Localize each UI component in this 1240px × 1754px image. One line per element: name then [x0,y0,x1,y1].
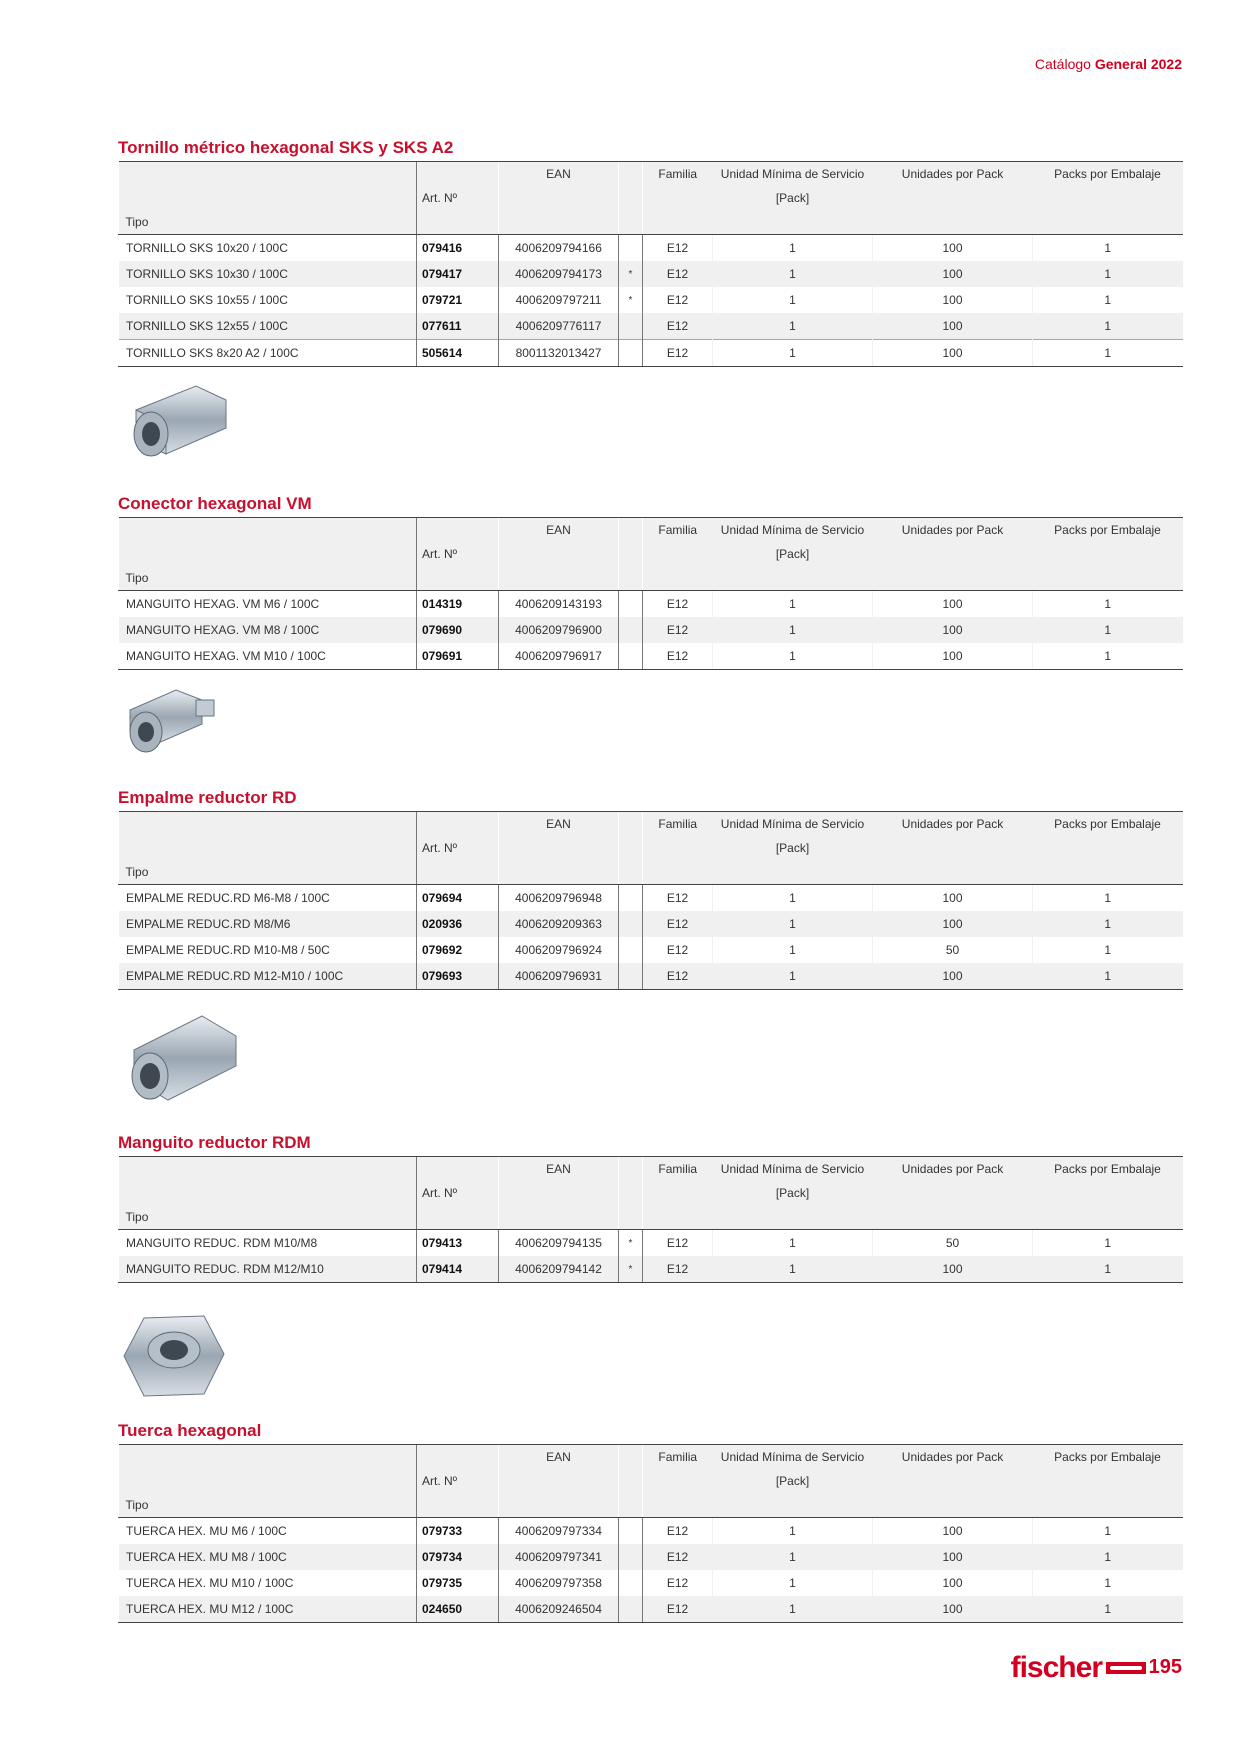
cell-tipo: MANGUITO HEXAG. VM M6 / 100C [119,591,417,618]
cell-quantity: 100 [873,235,1033,262]
cell-ean: 4006209796924 [499,937,619,963]
cell-tipo: EMPALME REDUC.RD M12-M10 / 100C [119,963,417,990]
cell-quantity: 100 [873,287,1033,313]
cell-familia: E12 [643,885,713,912]
product-table [118,517,1183,670]
cell-familia: E12 [643,1544,713,1570]
table-row [119,313,1183,340]
cell-quantity: 1 [713,287,873,313]
cell-tipo: TORNILLO SKS 8x20 A2 / 100C [119,340,417,367]
table-row [119,911,1183,937]
cell-marker: * [619,261,643,287]
cell-art-number: 079721 [417,287,499,313]
cell-marker [619,885,643,912]
cell-quantity: 100 [873,1518,1033,1545]
column-header: Tipo [119,860,417,885]
cell-art-number: 079417 [417,261,499,287]
cell-ean: 4006209209363 [499,911,619,937]
cell-quantity: 1 [713,261,873,287]
cell-art-number: 079416 [417,235,499,262]
cell-quantity: 100 [873,261,1033,287]
cell-art-number: 077611 [417,313,499,340]
column-header: Tipo [119,1205,417,1230]
column-header: EAN [499,1157,619,1182]
reducer-coupling-image [118,684,218,768]
table-row [119,937,1183,963]
column-header: Familia [643,1445,713,1470]
column-header: Tipo [119,1493,417,1518]
cell-marker [619,963,643,990]
cell-familia: E12 [643,313,713,340]
cell-art-number: 079735 [417,1570,499,1596]
cell-tipo: TORNILLO SKS 12x55 / 100C [119,313,417,340]
column-header: Unidad Mínima de Servicio [713,518,873,543]
cell-art-number: 079414 [417,1256,499,1283]
cell-familia: E12 [643,235,713,262]
cell-quantity: 100 [873,313,1033,340]
hex-nut-image [118,1310,230,1404]
cell-familia: E12 [643,1230,713,1257]
cell-quantity: 1 [713,937,873,963]
cell-quantity: 100 [873,885,1033,912]
column-header: Unidad Mínima de Servicio [713,812,873,837]
col-ean: EAN [499,162,619,187]
cell-quantity: 50 [873,937,1033,963]
section-title: Empalme reductor RD [118,788,297,807]
table-row [119,591,1183,618]
cell-art-number: 079693 [417,963,499,990]
cell-ean: 4006209796917 [499,643,619,670]
cell-art-number: 079691 [417,643,499,670]
cell-familia: E12 [643,287,713,313]
cell-tipo: MANGUITO HEXAG. VM M8 / 100C [119,617,417,643]
cell-marker [619,643,643,670]
col-unidad-unit: [Pack] [713,186,873,210]
column-header: Art. Nº [417,542,499,566]
column-header: Art. Nº [417,1181,499,1205]
column-header: Packs por Embalaje [1033,812,1183,837]
cell-quantity: 100 [873,340,1033,367]
section-tuerca-hexagonal [118,1421,1182,1623]
cell-ean: 4006209246504 [499,1596,619,1623]
cell-marker [619,591,643,618]
cell-quantity: 1 [1033,591,1183,618]
section-empalme-rd [118,788,1182,990]
cell-familia: E12 [643,1570,713,1596]
cell-ean: 4006209797334 [499,1518,619,1545]
cell-tipo: TORNILLO SKS 10x55 / 100C [119,287,417,313]
cell-quantity: 1 [1033,617,1183,643]
cell-tipo: MANGUITO REDUC. RDM M12/M10 [119,1256,417,1283]
cell-quantity: 1 [1033,340,1183,367]
cell-quantity: 100 [873,1544,1033,1570]
cell-quantity: 1 [713,1230,873,1257]
cell-quantity: 1 [1033,1544,1183,1570]
cell-familia: E12 [643,591,713,618]
column-header: Tipo [119,566,417,591]
cell-marker [619,1544,643,1570]
fischer-logo: fischer [1010,1651,1102,1684]
column-header: Unidades por Pack [873,518,1033,543]
cell-quantity: 1 [1033,911,1183,937]
col-familia: Familia [643,162,713,187]
cell-tipo: TUERCA HEX. MU M8 / 100C [119,1544,417,1570]
column-header: EAN [499,1445,619,1470]
cell-tipo: TORNILLO SKS 10x30 / 100C [119,261,417,287]
cell-marker [619,235,643,262]
cell-tipo: MANGUITO REDUC. RDM M10/M8 [119,1230,417,1257]
cell-quantity: 1 [1033,963,1183,990]
cell-marker: * [619,287,643,313]
cell-quantity: 1 [713,1518,873,1545]
cell-quantity: 1 [1033,287,1183,313]
cell-quantity: 1 [713,911,873,937]
cell-quantity: 1 [1033,643,1183,670]
cell-tipo: TUERCA HEX. MU M6 / 100C [119,1518,417,1545]
cell-quantity: 100 [873,911,1033,937]
cell-ean: 8001132013427 [499,340,619,367]
cell-ean: 4006209796931 [499,963,619,990]
cell-quantity: 1 [713,885,873,912]
cell-quantity: 1 [1033,261,1183,287]
cell-quantity: 100 [873,1570,1033,1596]
reducer-sleeve-image [118,1008,240,1112]
column-header: Unidad Mínima de Servicio [713,1157,873,1182]
section-title: Tornillo métrico hexagonal SKS y SKS A2 [118,138,454,157]
cell-ean: 4006209796948 [499,885,619,912]
hex-connector-image [118,382,236,478]
cell-art-number: 079734 [417,1544,499,1570]
table-row [119,261,1183,287]
table-row [119,235,1183,262]
cell-quantity: 50 [873,1230,1033,1257]
product-table [118,811,1183,990]
cell-art-number: 020936 [417,911,499,937]
cell-quantity: 1 [1033,937,1183,963]
cell-marker [619,1518,643,1545]
column-header: EAN [499,812,619,837]
cell-marker [619,911,643,937]
cell-quantity: 1 [1033,313,1183,340]
cell-marker: * [619,1230,643,1257]
table-row [119,617,1183,643]
column-header: [Pack] [713,542,873,566]
column-header: Packs por Embalaje [1033,518,1183,543]
product-table [118,1156,1183,1283]
cell-quantity: 1 [713,1256,873,1283]
cell-quantity: 100 [873,591,1033,618]
cell-quantity: 100 [873,1256,1033,1283]
cell-quantity: 100 [873,617,1033,643]
cell-ean: 4006209143193 [499,591,619,618]
table-row [119,963,1183,990]
cell-familia: E12 [643,1256,713,1283]
cell-familia: E12 [643,643,713,670]
cell-art-number: 014319 [417,591,499,618]
cell-tipo: EMPALME REDUC.RD M10-M8 / 50C [119,937,417,963]
col-art: Art. Nº [417,186,499,210]
table-row [119,885,1183,912]
table-row [119,340,1183,367]
page-number: 195 [1148,1656,1182,1678]
cell-ean: 4006209794142 [499,1256,619,1283]
col-packs: Packs por Embalaje [1033,162,1183,187]
column-header: EAN [499,518,619,543]
cell-ean: 4006209794166 [499,235,619,262]
cell-familia: E12 [643,617,713,643]
cell-quantity: 1 [713,963,873,990]
table-row [119,1544,1183,1570]
cell-quantity: 1 [713,1570,873,1596]
section-title: Manguito reductor RDM [118,1133,311,1152]
column-header: [Pack] [713,1469,873,1493]
catalog-header [1035,56,1182,72]
cell-quantity: 1 [1033,1256,1183,1283]
table-row [119,1256,1183,1283]
cell-quantity: 1 [1033,1518,1183,1545]
cell-marker [619,313,643,340]
cell-familia: E12 [643,1518,713,1545]
column-header: Familia [643,518,713,543]
catalog-prefix: Catálogo [1034,56,1091,72]
cell-quantity: 1 [713,1544,873,1570]
cell-quantity: 1 [713,313,873,340]
cell-ean: 4006209776117 [499,313,619,340]
cell-art-number: 079690 [417,617,499,643]
cell-tipo: EMPALME REDUC.RD M6-M8 / 100C [119,885,417,912]
cell-art-number: 024650 [417,1596,499,1623]
table-row [119,1596,1183,1623]
cell-marker [619,340,643,367]
cell-tipo: TORNILLO SKS 10x20 / 100C [119,235,417,262]
column-header: Unidades por Pack [873,812,1033,837]
table-row [119,287,1183,313]
cell-ean: 4006209796900 [499,617,619,643]
cell-quantity: 100 [873,963,1033,990]
cell-quantity: 1 [1033,1596,1183,1623]
cell-quantity: 1 [713,1596,873,1623]
col-tipo: Tipo [119,210,417,235]
cell-art-number: 079692 [417,937,499,963]
cell-ean: 4006209797358 [499,1570,619,1596]
cell-marker: * [619,1256,643,1283]
cell-quantity: 1 [713,643,873,670]
table-row [119,1570,1183,1596]
cell-art-number: 079694 [417,885,499,912]
section-manguito-rdm [118,1133,1182,1283]
cell-quantity: 1 [1033,1570,1183,1596]
cell-ean: 4006209797341 [499,1544,619,1570]
cell-quantity: 1 [1033,1230,1183,1257]
cell-marker [619,937,643,963]
table-row [119,1230,1183,1257]
cell-ean: 4006209797211 [499,287,619,313]
cell-tipo: TUERCA HEX. MU M10 / 100C [119,1570,417,1596]
cell-quantity: 1 [713,340,873,367]
cell-quantity: 1 [713,235,873,262]
cell-tipo: MANGUITO HEXAG. VM M10 / 100C [119,643,417,670]
fischer-flag-icon [1106,1662,1146,1674]
cell-familia: E12 [643,911,713,937]
cell-art-number: 505614 [417,340,499,367]
section-title: Tuerca hexagonal [118,1421,262,1440]
cell-marker [619,1596,643,1623]
product-table [118,161,1183,367]
cell-quantity: 1 [1033,885,1183,912]
table-row [119,1518,1183,1545]
cell-tipo: TUERCA HEX. MU M12 / 100C [119,1596,417,1623]
cell-quantity: 1 [713,617,873,643]
column-header: Unidad Mínima de Servicio [713,1445,873,1470]
column-header: Packs por Embalaje [1033,1445,1183,1470]
cell-quantity: 100 [873,1596,1033,1623]
column-header: Art. Nº [417,836,499,860]
section-title: Conector hexagonal VM [118,494,312,513]
cell-familia: E12 [643,340,713,367]
cell-quantity: 100 [873,643,1033,670]
section-tornillo-sks [118,138,1182,367]
cell-familia: E12 [643,261,713,287]
column-header: Art. Nº [417,1469,499,1493]
cell-marker [619,617,643,643]
cell-familia: E12 [643,937,713,963]
cell-quantity: 1 [713,591,873,618]
column-header: Unidades por Pack [873,1157,1033,1182]
column-header: Familia [643,812,713,837]
column-header: Packs por Embalaje [1033,1157,1183,1182]
table-row [119,643,1183,670]
cell-marker [619,1570,643,1596]
product-table [118,1444,1183,1623]
catalog-edition: General 2022 [1094,56,1182,72]
cell-tipo: EMPALME REDUC.RD M8/M6 [119,911,417,937]
cell-art-number: 079733 [417,1518,499,1545]
section-conector-vm [118,494,1182,670]
cell-familia: E12 [643,1596,713,1623]
cell-familia: E12 [643,963,713,990]
cell-art-number: 079413 [417,1230,499,1257]
column-header: Unidades por Pack [873,1445,1033,1470]
cell-ean: 4006209794173 [499,261,619,287]
cell-quantity: 1 [1033,235,1183,262]
column-header: [Pack] [713,836,873,860]
col-unidad: Unidad Mínima de Servicio [713,162,873,187]
column-header: [Pack] [713,1181,873,1205]
column-header: Familia [643,1157,713,1182]
cell-ean: 4006209794135 [499,1230,619,1257]
col-unidades: Unidades por Pack [873,162,1033,187]
